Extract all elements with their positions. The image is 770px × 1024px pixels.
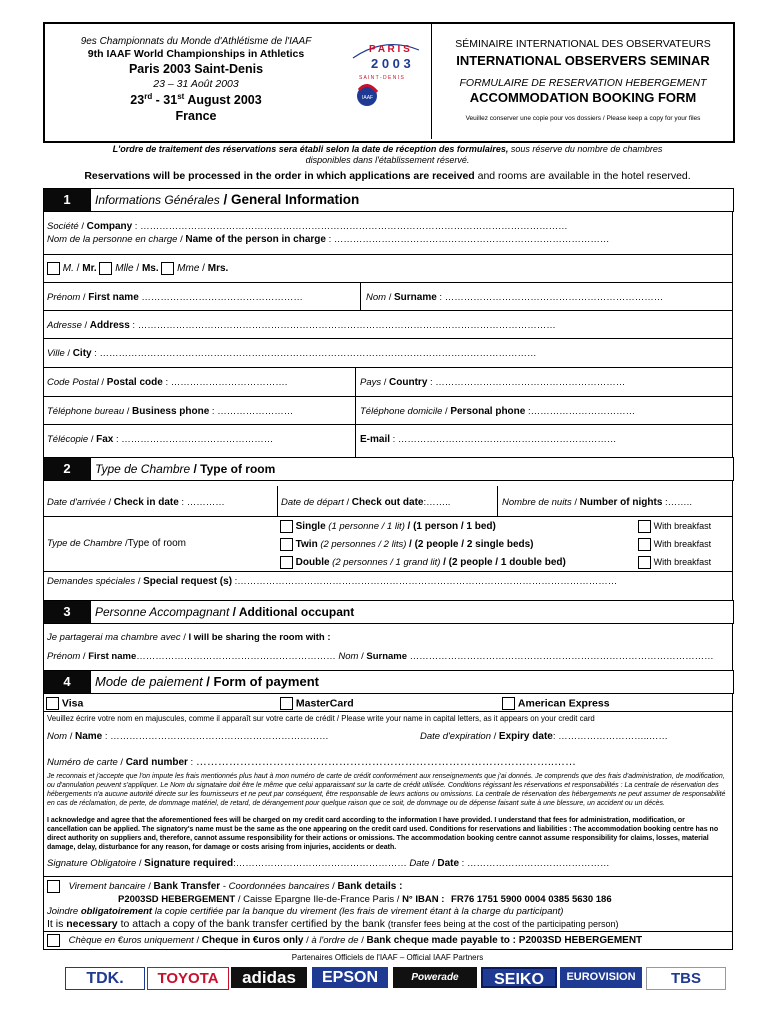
section1-header: 1 Informations Générales / General Information	[43, 188, 734, 212]
legal-text-fr: Je reconnais et j'accepte que l'on impute les frais mentionnés plus haut à mon numéro de carte de crédit conformément aux renseignements que j'ai donnés. Je comprends que des frais d'administration, de modification, ou d'annulation peuvent s'appliquer. Le Nom du signataire doit être le même que celui apparaissant sur la carte de crédit utilisée. Conditions régissant les réservations et responsabilités : La centrale de réservation des hébergements n'a aucune autorité directe sur les fournisseurs et ne peut par conséquent, être responsable de leurs actions ou omissions. La centrale de réservation des hébergements ne peut assumer de responsabilité en cas de réclamation, de perte, de dommage matériel, de retard, de dérangement pour quelque raison que ce soit, de dommage ou de dépense faisant suite à une blessure, un accident ou un décès.	[47, 773, 726, 807]
card-name-field[interactable]: Nom / Name : ……………………………………………………………	[47, 731, 329, 742]
partners-label: Partenaires Officiels de l'IAAF – Official IAAF Partners	[291, 953, 484, 962]
city-field[interactable]: Ville / City : …………………………………………………………………………………………………………………………	[47, 348, 537, 359]
bank-details: P2003SD HEBERGEMENT / Caisse Epargne Ile-de-France Paris / N° IBAN : FR76 1751 5900 0004 0385 5630 186	[118, 894, 612, 905]
room-double: Double (2 personnes / 1 grand lit) / (2 people / 1 double bed)	[280, 556, 566, 569]
breakfast-double: With breakfast	[638, 556, 711, 569]
intro-en: Reservations will be processed in the order in which applications are received and rooms are available in the hotel reserved.	[84, 170, 691, 182]
breakfast-single-checkbox[interactable]	[638, 520, 651, 533]
double-checkbox[interactable]	[280, 556, 293, 569]
header-country: France	[175, 109, 217, 124]
attach-copy-fr: Joindre obligatoirement la copie certifiée par la banque du virement (les frais de virement étant à la charge du participant)	[47, 906, 564, 917]
visa-option: Visa	[46, 697, 83, 710]
seminar-en: INTERNATIONAL OBSERVERS SEMINAR	[456, 53, 710, 68]
surname-field[interactable]: Nom / Surname : ……………………………………………………………	[366, 292, 664, 303]
header-line-fr: 9es Championnats du Monde d'Athlétisme de l'IAAF	[80, 36, 312, 47]
breakfast-double-checkbox[interactable]	[638, 556, 651, 569]
header-dates-fr: 23 – 31 Août 2003	[153, 78, 239, 90]
room-twin: Twin (2 personnes / 2 lits) / (2 people / 2 single beds)	[280, 538, 534, 551]
room-single: Single (1 personne / 1 lit) / (1 person / 1 bed)	[280, 520, 496, 533]
single-checkbox[interactable]	[280, 520, 293, 533]
toyota-logo: TOYOTA	[147, 967, 229, 990]
amex-checkbox[interactable]	[502, 697, 515, 710]
header-left	[46, 36, 346, 123]
postal-code-field[interactable]: Code Postal / Postal code : ……………………………….	[47, 377, 288, 388]
firstname-field[interactable]: Prénom / First name ……………………………………………	[47, 292, 303, 303]
checkin-field[interactable]: Date d'arrivée / Check in date : …………	[47, 497, 225, 508]
attach-copy-en: It is necessary to attach a copy of the bank transfer certified by the bank (transfer fees being at the cost of the participating person)	[47, 918, 619, 930]
share-room-label: Je partagerai ma chambre avec / I will be sharing the room with :	[47, 632, 331, 643]
legal-text-en: I acknowledge and agree that the aforementioned fees will be charged on my credit card according to the information I have provided. I understand that fees for administration, modification, or cancellation can be applied. The signatory's name must be the same as the one appearing on the credit card used. Conditions for reservations and liabilities : The accommodation booking centre has no direct authority on suppliers and, therefore, cannot assume responsibility for their actions or omissions. The accommodation booking centre cannot assume responsibility for claims, losses, material damage, delay, disturbance for any reason, for damage or costs arising from injuries, accidents or death.	[47, 817, 719, 851]
fax-field[interactable]: Télécopie / Fax : …………………………………………	[47, 434, 274, 445]
header-divider	[431, 24, 432, 139]
company-field[interactable]: Société / Company : ………………………………………………………………………………………………………………………	[47, 221, 568, 232]
amex-option: American Express	[502, 697, 610, 710]
visa-checkbox[interactable]	[46, 697, 59, 710]
adidas-logo: adidas	[231, 967, 307, 988]
roomtype-label: Type de Chambre /Type of room	[47, 538, 186, 549]
special-request-field[interactable]: Demandes spéciales / Special request (s) :…………………………………………………………………………………………………………	[47, 576, 618, 587]
mastercard-option: MasterCard	[280, 697, 354, 710]
svg-text:2 0 0 3: 2 0 0 3	[371, 56, 411, 71]
eurovision-logo: EUROVISION	[560, 967, 642, 988]
seiko-logo: SEIKO	[481, 967, 557, 988]
cheque-option: Chèque en €uros uniquement / Cheque in €uros only / à l'ordre de / Bank cheque made payable to : P2003SD HEBERGEMENT	[47, 934, 642, 947]
powerade-logo: Powerade	[393, 967, 477, 988]
header-line-en: 9th IAAF World Championships in Athletics	[87, 48, 305, 60]
email-field[interactable]: E-mail : ……………………………………………………………	[360, 434, 617, 445]
form-title-en: ACCOMMODATION BOOKING FORM	[469, 90, 697, 105]
personal-phone-field[interactable]: Téléphone domicile / Personal phone :……………………………	[360, 406, 636, 417]
expiry-field[interactable]: Date d'expiration / Expiry date: ………………………..……	[420, 731, 668, 742]
copy-note: Veuillez conserver une copie pour vos dossiers / Please keep a copy for your files	[465, 115, 701, 122]
checkout-field[interactable]: Date de départ / Check out date:……..	[281, 497, 451, 508]
breakfast-single: With breakfast	[638, 520, 711, 533]
tbs-logo: TBS	[646, 967, 726, 990]
mastercard-checkbox[interactable]	[280, 697, 293, 710]
title-mr-checkbox[interactable]	[47, 262, 60, 275]
title-mrs-checkbox[interactable]	[161, 262, 174, 275]
header-right	[435, 38, 731, 122]
twin-checkbox[interactable]	[280, 538, 293, 551]
breakfast-twin-checkbox[interactable]	[638, 538, 651, 551]
section4-header: 4 Mode de paiement / Form of payment	[43, 670, 734, 694]
seminar-fr: SÉMINAIRE INTERNATIONAL DES OBSERVATEURS	[455, 38, 711, 50]
nights-field[interactable]: Nombre de nuits / Number of nights :……..	[502, 497, 692, 508]
epson-logo: EPSON	[312, 967, 388, 988]
title-options: M. / Mr. Mlle / Ms. Mme / Mrs.	[47, 262, 228, 275]
bank-transfer-option: Virement bancaire / Bank Transfer - Coordonnées bancaires / Bank details :	[47, 880, 402, 893]
occupant-name-field[interactable]: Prénom / First name……………………………………………………… Nom / Surname ……………………………………………………………………………………	[47, 651, 714, 662]
breakfast-twin: With breakfast	[638, 538, 711, 551]
header-event: Paris 2003 Saint-Denis	[128, 62, 264, 76]
signature-field[interactable]: Signature Obligatoire / Signature required:……………………………………………… Date / Date : ………………………………………	[47, 858, 610, 869]
bank-transfer-checkbox[interactable]	[47, 880, 60, 893]
card-number-field[interactable]: Numéro de carte / Card number : ……………………………………………………………………………………..……	[47, 756, 576, 768]
section2-header: 2 Type de Chambre / Type of room	[43, 457, 734, 481]
section3-header: 3 Personne Accompagnant / Additional occupant	[43, 600, 734, 624]
capitals-note: Veuillez écrire votre nom en majuscules, comme il apparaît sur votre carte de crédit / Please write your name in capital letters, as it appears on your credit card	[47, 714, 595, 723]
business-phone-field[interactable]: Téléphone bureau / Business phone : ……………………	[47, 406, 294, 417]
country-field[interactable]: Pays / Country : ……………………………………………………	[360, 377, 626, 388]
svg-text:P A R I S: P A R I S	[369, 44, 410, 55]
svg-text:S A I N T - D E N I S: S A I N T - D E N I S	[359, 75, 404, 81]
svg-text:IAAF: IAAF	[362, 95, 374, 101]
intro-fr: L'ordre de traitement des réservations sera établi selon la date de réception des formulaires, sous réserve du nombre de chambres disponibles dans l'établissement réservé.	[112, 144, 663, 165]
tdk-logo: TDK.	[65, 967, 145, 990]
header-dates-en: 23rd - 31st August 2003	[130, 92, 262, 108]
paris-2003-logo	[345, 30, 425, 110]
contact-person-field[interactable]: Nom de la personne en charge / Name of the person in charge : ……………………………………………………………………………	[47, 234, 610, 245]
address-field[interactable]: Adresse / Address : ……………………………………………………………………………………………………………………	[47, 320, 556, 331]
form-title-fr: FORMULAIRE DE RESERVATION HEBERGEMENT	[459, 77, 707, 89]
cheque-checkbox[interactable]	[47, 934, 60, 947]
title-ms-checkbox[interactable]	[99, 262, 112, 275]
